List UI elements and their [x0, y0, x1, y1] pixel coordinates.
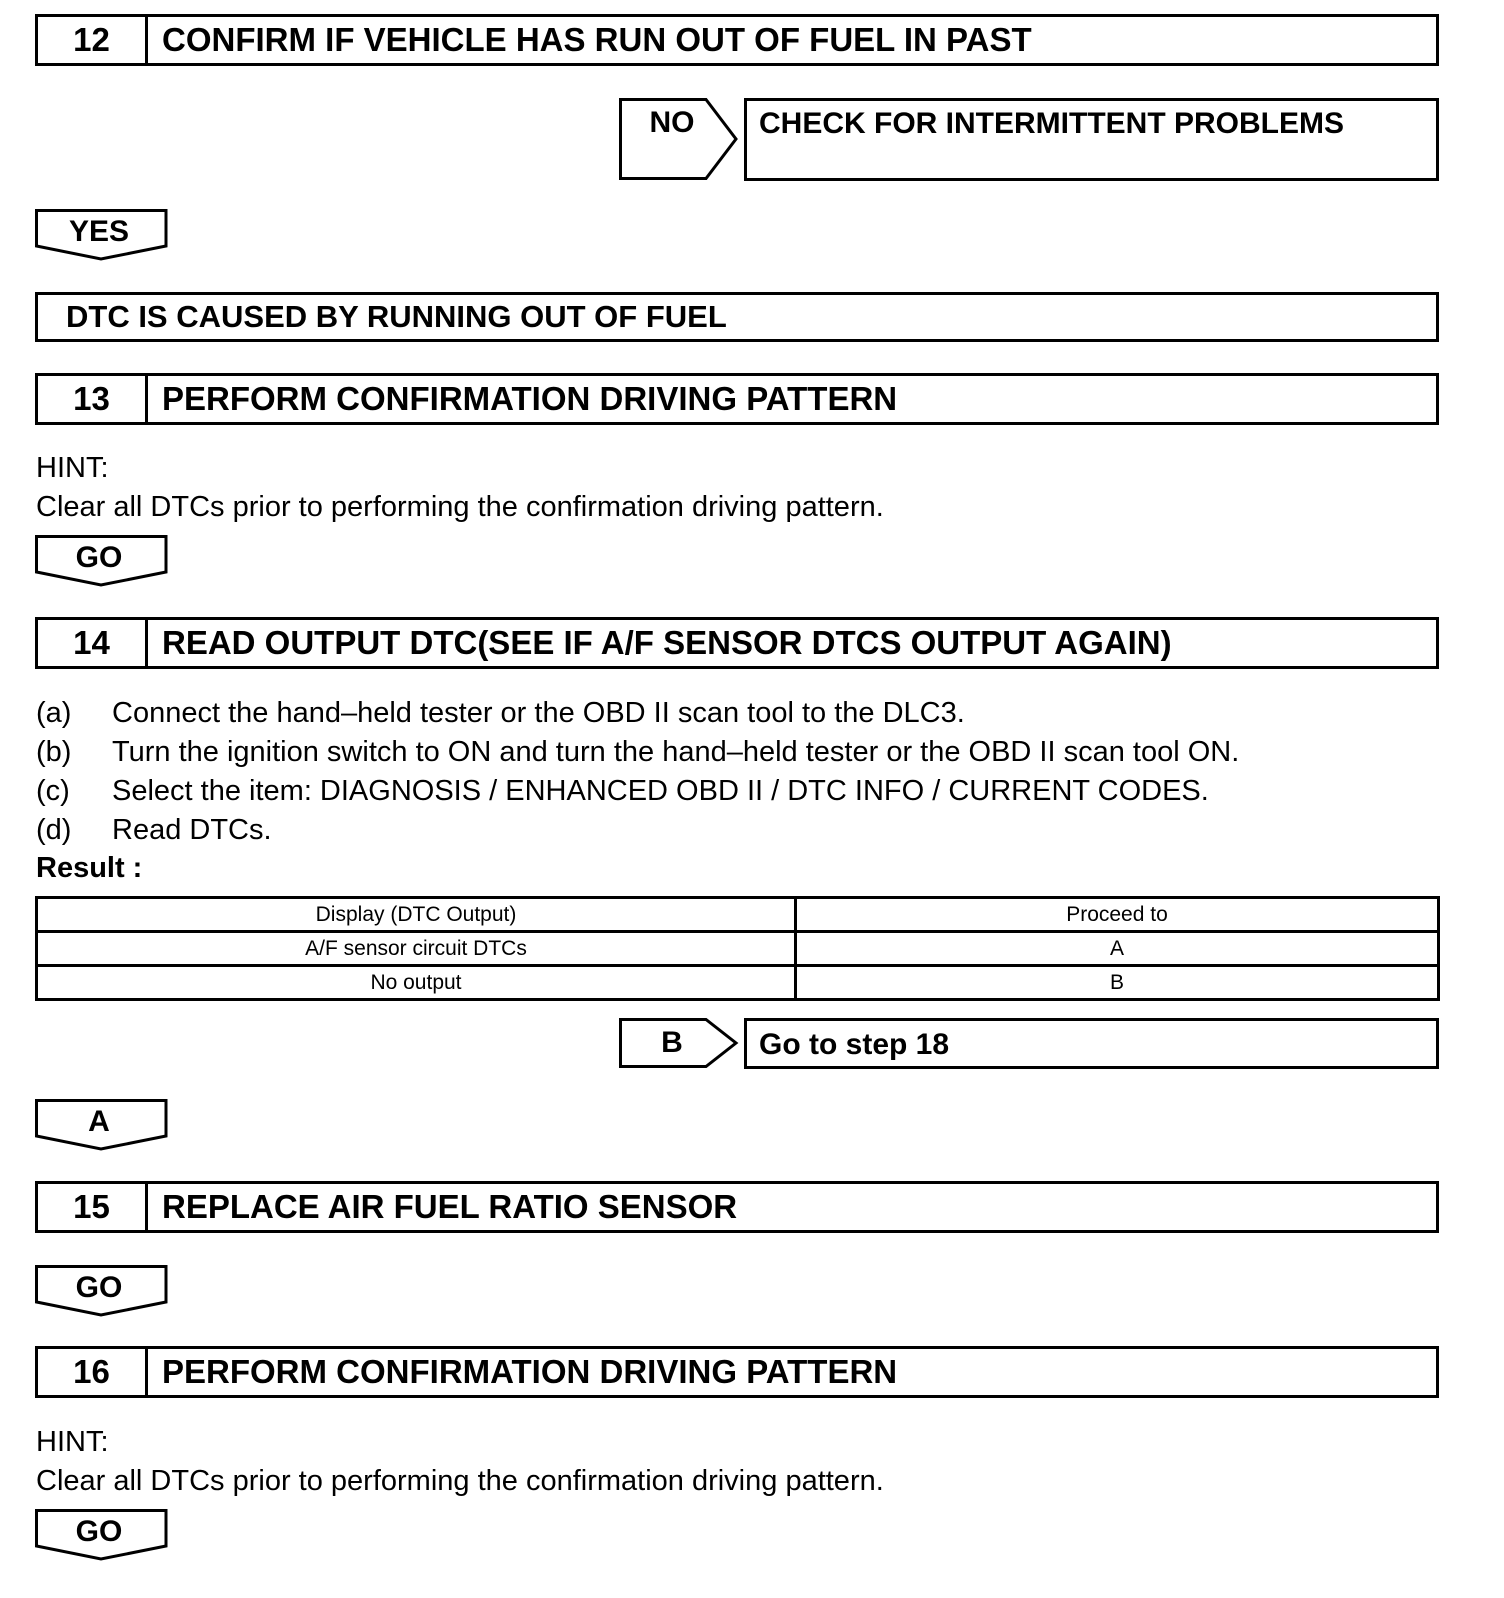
step-14-header: [35, 617, 1439, 669]
step-number: 12: [38, 17, 148, 63]
go-label: GO: [75, 541, 123, 574]
table-header-row: [37, 898, 1439, 932]
table-row: [37, 966, 1439, 1000]
instruction-tag: (c): [36, 775, 70, 807]
a-arrow-tag: [35, 1099, 169, 1151]
instruction-item: [36, 814, 272, 847]
instruction-text: Read DTCs.: [112, 814, 272, 846]
go-label: GO: [75, 1271, 123, 1304]
result-label: Result :: [36, 852, 143, 884]
result-table: [35, 896, 1440, 1001]
step-15-header: [35, 1181, 1439, 1233]
instruction-item: [36, 736, 1239, 769]
hint-text: Clear all DTCs prior to performing the confirmation driving pattern.: [36, 491, 884, 523]
hint-text: Clear all DTCs prior to performing the confirmation driving pattern.: [36, 1465, 884, 1497]
step-number: 14: [38, 620, 148, 666]
table-cell: No output: [37, 966, 796, 1000]
step-title: REPLACE AIR FUEL RATIO SENSOR: [162, 1188, 738, 1225]
go-arrow-tag: [35, 1509, 169, 1561]
step-title: PERFORM CONFIRMATION DRIVING PATTERN: [162, 380, 898, 417]
go-arrow-tag: [35, 1265, 169, 1317]
go-to-step-18-box: Go to step 18: [744, 1018, 1439, 1069]
instruction-item: [36, 775, 1209, 808]
step-number: 13: [38, 376, 148, 422]
intermittent-problems-box: CHECK FOR INTERMITTENT PROBLEMS: [744, 98, 1439, 181]
instruction-tag: (a): [36, 697, 72, 729]
a-label: A: [88, 1105, 110, 1138]
yes-arrow-tag: [35, 209, 169, 261]
instruction-tag: (b): [36, 736, 72, 768]
table-header: Proceed to: [796, 898, 1439, 932]
go-arrow-tag: [35, 535, 169, 587]
yes-label: YES: [68, 215, 130, 248]
step-title: PERFORM CONFIRMATION DRIVING PATTERN: [162, 1353, 898, 1390]
step-12-header: [35, 14, 1439, 66]
no-label: NO: [649, 106, 695, 139]
b-label: B: [661, 1026, 683, 1059]
instruction-tag: (d): [36, 814, 72, 846]
step-title: READ OUTPUT DTC(SEE IF A/F SENSOR DTCS OUTPUT AGAIN): [162, 624, 1172, 661]
instruction-text: Turn the ignition switch to ON and turn the hand–held tester or the OBD II scan tool ON.: [112, 736, 1240, 768]
table-cell: A/F sensor circuit DTCs: [37, 932, 796, 966]
step-title: CONFIRM IF VEHICLE HAS RUN OUT OF FUEL IN PAST: [162, 21, 1032, 58]
table-row: [37, 932, 1439, 966]
table-cell: B: [796, 966, 1439, 1000]
table-header: Display (DTC Output): [37, 898, 796, 932]
step-13-header: [35, 373, 1439, 425]
step-16-header: [35, 1346, 1439, 1398]
step-number: 15: [38, 1184, 148, 1230]
instruction-text: Connect the hand–held tester or the OBD II scan tool to the DLC3.: [112, 697, 965, 729]
step-number: 16: [38, 1349, 148, 1395]
instruction-text: Select the item: DIAGNOSIS / ENHANCED OBD II / DTC INFO / CURRENT CODES.: [112, 775, 1209, 807]
instruction-item: [36, 697, 965, 730]
table-cell: A: [796, 932, 1439, 966]
hint-label: HINT:: [36, 452, 109, 484]
hint-label: HINT:: [36, 1426, 109, 1458]
go-label: GO: [75, 1515, 123, 1548]
dtc-cause-box: DTC IS CAUSED BY RUNNING OUT OF FUEL: [35, 292, 1439, 342]
